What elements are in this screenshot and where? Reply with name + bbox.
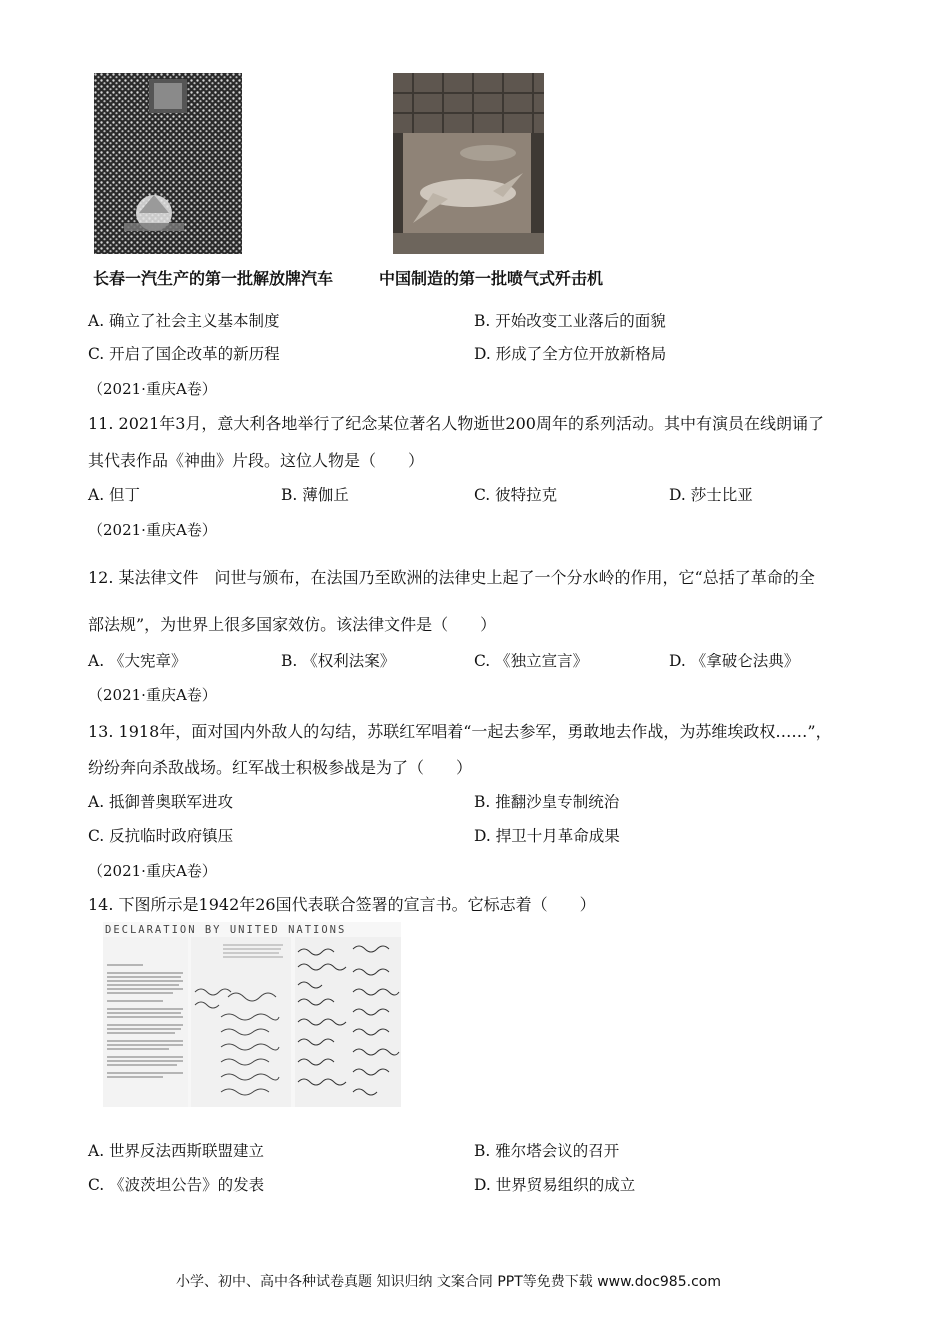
q14-source: （2021·重庆A卷） [88,862,217,880]
declaration-image [103,922,401,1107]
q13-option-a[interactable]: A. 抵御普奥联军进攻 [88,793,234,811]
q14-option-b[interactable]: B. 雅尔塔会议的召开 [474,1142,620,1160]
q13-stem-line2: 纷纷奔向杀敌战场。红军战士积极参战是为了（ ） [88,758,473,777]
photo-jet-fighters [393,73,544,254]
declaration-heading: DECLARATION BY UNITED NATIONS [105,924,347,936]
q14-stem: 14. 下图所示是1942年26国代表联合签署的宣言书。它标志着（ ） [88,895,596,914]
q14-option-d[interactable]: D. 世界贸易组织的成立 [474,1176,636,1194]
caption-jet-fighters: 中国制造的第一批喷气式歼击机 [379,269,604,288]
q12-option-b[interactable]: B. 《权利法案》 [281,652,396,670]
q14-option-a[interactable]: A. 世界反法西斯联盟建立 [88,1142,265,1160]
q12-option-c[interactable]: C. 《独立宣言》 [474,652,589,670]
q11-option-b[interactable]: B. 薄伽丘 [281,486,349,504]
q12-stem-line2: 部法规”，为世界上很多国家效仿。该法律文件是（ ） [88,615,497,634]
crowd-photo-graphic [94,73,242,254]
factory-photo-graphic [393,73,544,254]
q10-option-a[interactable]: A. 确立了社会主义基本制度 [88,312,280,330]
q13-source: （2021·重庆A卷） [88,686,217,704]
q10-option-b[interactable]: B. 开始改变工业落后的面貌 [474,312,666,330]
q12-stem-line1: 12. 某法律文件 问世与颁布，在法国乃至欧洲的法律史上起了一个分水岭的作用，它“总括了革命的全 [88,568,815,587]
declaration-pages-graphic [103,937,401,1107]
q12-option-d[interactable]: D. 《拿破仑法典》 [669,652,800,670]
page-footer: 小学、初中、高中各种试卷真题 知识归纳 文案合同 PPT等免费下载 www.doc985.com [176,1274,721,1290]
caption-liberation-trucks: 长春一汽生产的第一批解放牌汽车 [93,269,334,288]
q11-option-d[interactable]: D. 莎士比亚 [669,486,753,504]
q10-option-d[interactable]: D. 形成了全方位开放新格局 [474,345,667,363]
q13-option-b[interactable]: B. 推翻沙皇专制统治 [474,793,620,811]
q13-option-d[interactable]: D. 捍卫十月革命成果 [474,827,620,845]
q11-option-c[interactable]: C. 彼特拉克 [474,486,558,504]
q13-stem-line1: 13. 1918年，面对国内外敌人的勾结，苏联红军唱着“一起去参军，勇敢地去作战，为苏维埃政权……”， [88,722,832,741]
q11-option-a[interactable]: A. 但丁 [88,486,141,504]
q11-stem-line1: 11. 2021年3月，意大利各地举行了纪念某位著名人物逝世200周年的系列活动。其中有演员在线朗诵了 [88,414,824,433]
q12-source: （2021·重庆A卷） [88,521,217,539]
q12-option-a[interactable]: A. 《大宪章》 [88,652,187,670]
q11-stem-line2: 其代表作品《神曲》片段。这位人物是（ ） [88,451,425,470]
q14-option-c[interactable]: C. 《波茨坦公告》的发表 [88,1176,265,1194]
q10-option-c[interactable]: C. 开启了国企改革的新历程 [88,345,280,363]
photo-liberation-trucks [94,73,242,254]
q13-option-c[interactable]: C. 反抗临时政府镇压 [88,827,234,845]
q11-source: （2021·重庆A卷） [88,380,217,398]
